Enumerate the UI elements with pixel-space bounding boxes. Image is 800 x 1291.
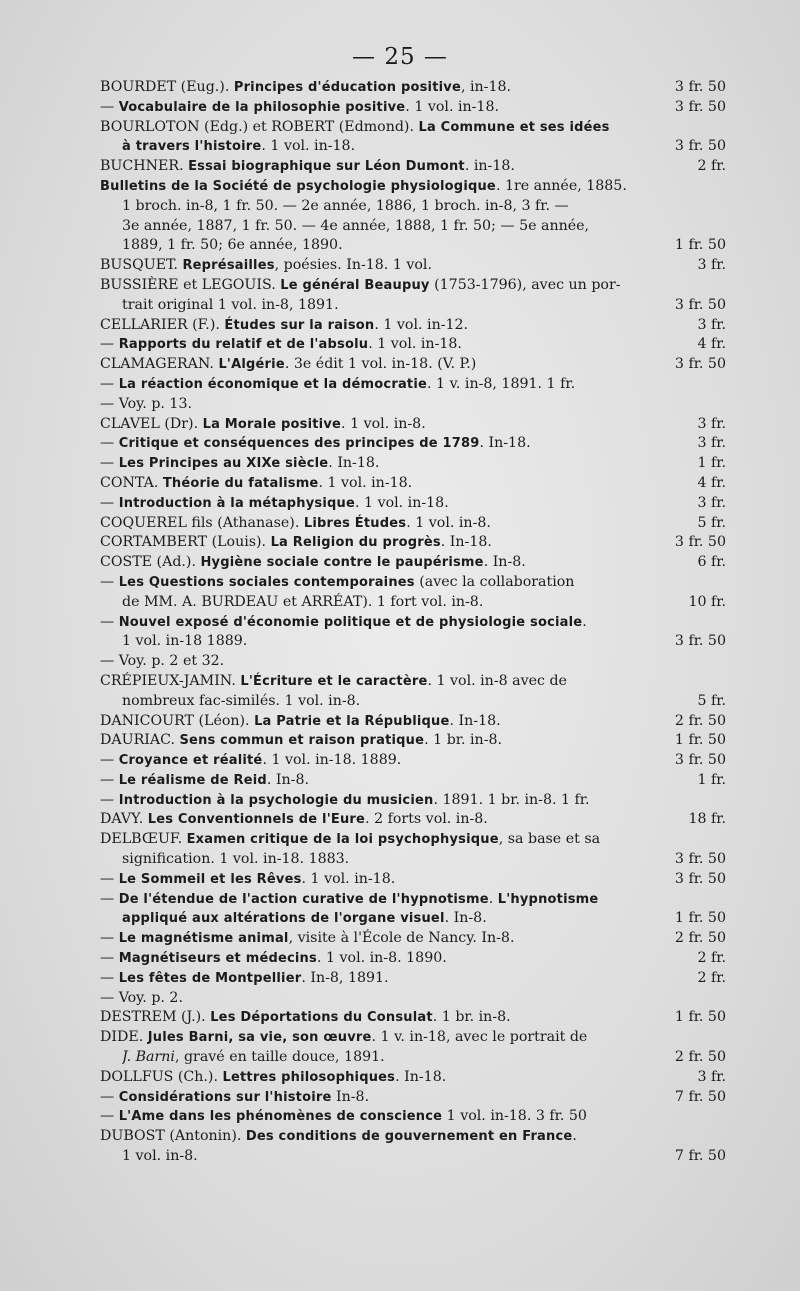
book-title: Le réalisme de Reid: [118, 772, 267, 788]
entry-text: [100, 434, 691, 454]
entry-price: 5 fr.: [697, 514, 726, 531]
catalog-line: [100, 692, 726, 712]
book-title: Des conditions de gouvernement en France: [245, 1129, 573, 1145]
book-title: Jules Barni, sa vie, son œuvre: [147, 1030, 372, 1046]
entry-price: 1 fr. 50: [674, 732, 726, 749]
catalog-line: [100, 474, 726, 494]
entry-fragment: —: [100, 771, 119, 788]
entry-text: [100, 553, 691, 573]
entry-fragment: trait original 1 vol. in-8, 1891.: [122, 296, 339, 313]
catalog-line: [100, 256, 726, 276]
entry-fragment: CLAVEL (Dr).: [100, 415, 203, 432]
entry-fragment: —: [100, 435, 119, 452]
entry-text: [100, 494, 691, 514]
entry-fragment: .: [582, 613, 587, 630]
catalog-line: [100, 434, 726, 454]
entry-price: 3 fr.: [697, 257, 726, 274]
book-title: L'hypnotisme: [497, 891, 599, 907]
entry-fragment: CLAMAGERAN.: [100, 356, 219, 373]
entry-fragment: DELBŒUF.: [100, 831, 187, 848]
catalog-line: [100, 296, 726, 316]
catalog-line: [100, 78, 726, 98]
entry-fragment: . In-8.: [483, 554, 526, 571]
entry-price: 3 fr. 50: [674, 79, 726, 95]
entry-text: [100, 949, 691, 969]
entry-fragment: DANICOURT (Léon).: [100, 712, 255, 729]
entry-text: [100, 890, 720, 910]
entry-fragment: 1 vol. in-18 1889.: [122, 633, 248, 650]
entry-fragment: . 1 vol. in-18.: [301, 870, 396, 887]
book-title: à travers l'histoire: [122, 139, 262, 155]
entry-price: 1 fr.: [697, 771, 726, 788]
entry-fragment: COSTE (Ad.).: [100, 554, 201, 571]
entry-fragment: . 1 vol. in-8 avec de: [427, 672, 567, 689]
catalog-line: [100, 890, 726, 910]
book-title: Le général Beaupuy: [280, 277, 430, 293]
entry-text: [122, 850, 669, 870]
catalog-line: [100, 1127, 726, 1147]
entry-fragment: BUSQUET.: [100, 257, 183, 274]
entry-price: 3 fr.: [697, 1068, 726, 1085]
catalog-line: [100, 1028, 726, 1048]
entry-text: [100, 731, 669, 751]
entry-fragment: de MM. A. BURDEAU et ARRÉAT). 1 fort vol. in-8.: [122, 593, 484, 610]
entry-text: [100, 157, 691, 177]
catalog-line: [100, 830, 726, 850]
entry-text: [122, 1147, 669, 1167]
entry-fragment: . in-18.: [464, 158, 515, 175]
entry-text: [122, 197, 720, 217]
entry-fragment: —: [100, 336, 119, 353]
book-title: Essai biographique sur Léon Dumont: [188, 159, 465, 175]
book-title: Études sur la raison: [224, 317, 375, 333]
entry-price: 1 fr. 50: [674, 1009, 726, 1026]
entry-price: 3 fr.: [697, 415, 726, 432]
entry-fragment: BUCHNER.: [100, 158, 189, 175]
entry-fragment: . 1 vol. in-8. 1890.: [316, 950, 447, 967]
book-title: La Commune et ses idées: [418, 119, 610, 135]
entry-price: 4 fr.: [697, 474, 726, 491]
entry-price: 3 fr. 50: [674, 356, 726, 373]
book-title: Sens commun et raison pratique: [179, 733, 425, 749]
entry-price: 6 fr.: [697, 554, 726, 571]
entry-text: [100, 1107, 720, 1127]
entry-text: [100, 98, 669, 118]
entry-fragment: —: [100, 613, 119, 630]
catalog-line: [100, 1048, 726, 1068]
book-title: Les Conventionnels de l'Eure: [147, 812, 366, 828]
entry-text: [100, 78, 669, 98]
entry-price: 5 fr.: [697, 692, 726, 709]
catalog-line: [100, 632, 726, 652]
entry-fragment: . In-18.: [328, 455, 380, 472]
entry-fragment: . 1 vol. in-18.: [261, 138, 356, 155]
entry-price: 1 fr. 50: [674, 237, 726, 254]
entry-text: [100, 810, 682, 830]
entry-fragment: . 1 vol. in-18.: [405, 98, 499, 115]
entry-fragment: . 1 vol. in-8.: [341, 415, 426, 432]
book-title: Principes d'éducation positive: [233, 80, 461, 95]
entry-price: 2 fr. 50: [674, 1049, 726, 1066]
entry-fragment: — Voy. p. 2 et 32.: [100, 653, 225, 670]
entry-price: 2 fr. 50: [674, 712, 726, 729]
entry-fragment: DESTREM (J.).: [100, 1009, 211, 1026]
entry-fragment: J. Barni: [122, 1049, 175, 1066]
entry-text: [122, 137, 669, 157]
catalog-line: [100, 316, 726, 336]
catalog-line: [100, 98, 726, 118]
entry-price: 3 fr.: [697, 494, 726, 511]
catalog-line: [100, 236, 726, 256]
entry-text: [100, 870, 669, 890]
catalog-line: [100, 118, 726, 138]
entry-fragment: —: [100, 494, 119, 511]
catalog-line: [100, 850, 726, 870]
entry-fragment: , poésies. In-18. 1 vol.: [274, 257, 432, 274]
entry-text: [100, 751, 669, 771]
entry-text: [122, 236, 669, 256]
entry-fragment: CELLARIER (F.).: [100, 316, 225, 333]
entry-price: 3 fr. 50: [674, 752, 726, 769]
entry-text: [100, 514, 691, 534]
entry-text: [100, 118, 720, 138]
book-title: Le Sommeil et les Rêves: [118, 871, 302, 887]
entry-text: [100, 672, 720, 692]
entry-fragment: BUSSIÈRE et LEGOUIS.: [100, 276, 281, 293]
entry-fragment: —: [100, 969, 119, 986]
entry-fragment: — Voy. p. 13.: [100, 395, 192, 412]
catalog-line: [100, 909, 726, 929]
entry-price: 2 fr.: [697, 158, 726, 175]
book-title: Nouvel exposé d'économie politique et de physiologie sociale: [118, 614, 583, 630]
catalog-line: [100, 514, 726, 534]
entry-fragment: 1889, 1 fr. 50; 6e année, 1890.: [122, 237, 343, 254]
catalog-line: [100, 454, 726, 474]
entry-text: [100, 1028, 720, 1048]
entry-fragment: nombreux fac-similés. 1 vol. in-8.: [122, 692, 361, 709]
catalog-line: [100, 949, 726, 969]
book-title: Introduction à la métaphysique: [118, 495, 356, 511]
entry-fragment: , visite à l'École de Nancy. In-8.: [288, 930, 515, 947]
entry-fragment: . 3e édit 1 vol. in-18. (V. P.): [284, 356, 477, 373]
entry-fragment: . 1re année, 1885.: [495, 177, 627, 194]
entry-text: [122, 632, 669, 652]
catalog-line: [100, 989, 726, 1009]
book-title: La Religion du progrès: [270, 535, 441, 551]
entry-price: 7 fr. 50: [674, 1088, 726, 1105]
catalog-line: [100, 355, 726, 375]
catalog-line: [100, 335, 726, 355]
book-title: Représailles: [182, 258, 275, 274]
entry-text: [100, 1088, 669, 1108]
entry-text: [100, 276, 720, 296]
entry-price: 3 fr. 50: [674, 534, 726, 551]
catalog-line: [100, 1088, 726, 1108]
entry-fragment: DAURIAC.: [100, 732, 180, 749]
catalog-line: [100, 1068, 726, 1088]
entry-fragment: —: [100, 791, 119, 808]
entry-price: 3 fr. 50: [674, 851, 726, 868]
catalog-line: [100, 672, 726, 692]
entry-text: [100, 791, 720, 811]
entry-fragment: —: [100, 752, 119, 769]
book-title: Examen critique de la loi psychophysique: [186, 832, 499, 848]
entry-fragment: —: [100, 455, 119, 472]
catalog-line: [100, 791, 726, 811]
entry-text: [100, 335, 691, 355]
entry-text: [100, 1008, 669, 1028]
entry-fragment: . 1 vol. in-18.: [368, 336, 462, 353]
entry-text: [122, 909, 669, 929]
entry-fragment: . In-18.: [449, 712, 501, 729]
entry-fragment: CORTAMBERT (Louis).: [100, 534, 271, 551]
book-title: La réaction économique et la démocratie: [118, 376, 428, 392]
book-title: La Morale positive: [202, 416, 342, 432]
book-title: L'Algérie: [218, 357, 285, 373]
entry-fragment: . In-8.: [266, 771, 309, 788]
book-title: appliqué aux altérations de l'organe visuel: [122, 911, 445, 927]
book-title: Les Principes au XIXe siècle: [118, 456, 329, 472]
entry-fragment: . 1891. 1 br. in-8. 1 fr.: [433, 791, 590, 808]
book-title: L'Ame dans les phénomènes de conscience: [118, 1109, 443, 1125]
entry-price: 18 fr.: [688, 811, 726, 828]
catalog-line: [100, 553, 726, 573]
entry-price: 3 fr. 50: [674, 633, 726, 650]
entry-fragment: DUBOST (Antonin).: [100, 1128, 246, 1145]
catalog-line: [100, 712, 726, 732]
entry-fragment: 1 vol. in-18. 3 fr. 50: [442, 1108, 587, 1125]
book-title: Rapports du relatif et de l'absolu: [118, 337, 369, 353]
entry-price: 1 fr. 50: [674, 910, 726, 927]
book-title: Bulletins de la Société de psychologie physiologique: [100, 178, 496, 194]
entry-text: [100, 771, 691, 791]
entry-price: 3 fr. 50: [674, 296, 726, 313]
entry-fragment: .: [488, 890, 498, 907]
entry-fragment: . 1 vol. in-18.: [355, 494, 449, 511]
entry-text: [122, 296, 669, 316]
book-title: De l'étendue de l'action curative de l'hypnotisme: [118, 891, 489, 907]
book-title: L'Écriture et le caractère: [240, 673, 428, 689]
catalog-line: [100, 1008, 726, 1028]
book-title: Critique et conséquences des principes de 1789: [118, 436, 480, 452]
entry-fragment: CRÉPIEUX-JAMIN.: [100, 672, 241, 689]
catalog-line: [100, 1107, 726, 1127]
entry-text: [100, 415, 691, 435]
entry-fragment: In-8.: [331, 1088, 370, 1105]
entry-text: [100, 969, 691, 989]
catalog-line: [100, 157, 726, 177]
entry-fragment: , gravé en taille douce, 1891.: [174, 1049, 385, 1066]
entry-fragment: —: [100, 1088, 119, 1105]
entry-fragment: . 2 forts vol. in-8.: [365, 811, 488, 828]
entry-fragment: BOURDET (Eug.).: [100, 79, 234, 95]
entry-text: [100, 830, 720, 850]
entry-fragment: . 1 br. in-8.: [424, 732, 503, 749]
entry-fragment: DAVY.: [100, 811, 148, 828]
entry-fragment: —: [100, 1108, 119, 1125]
entry-fragment: . 1 v. in-8, 1891. 1 fr.: [427, 375, 576, 392]
entry-fragment: . 1 vol. in-12.: [374, 316, 469, 333]
book-title: Libres Études: [303, 515, 407, 531]
entry-fragment: . In-18.: [479, 435, 531, 452]
book-title: Théorie du fatalisme: [162, 475, 319, 491]
entry-fragment: —: [100, 890, 119, 907]
book-title: Les Questions sociales contemporaines: [118, 574, 415, 590]
entry-fragment: signification. 1 vol. in-18. 1883.: [122, 851, 350, 868]
entry-text: [122, 593, 682, 613]
book-title: Hygiène sociale contre le paupérisme: [200, 555, 484, 571]
entry-text: [100, 1127, 720, 1147]
catalog-line: [100, 870, 726, 890]
entry-fragment: BOURLOTON (Edg.) et ROBERT (Edmond).: [100, 118, 419, 135]
entry-text: [100, 712, 669, 732]
entry-fragment: . In-18.: [440, 534, 492, 551]
catalog-line: [100, 969, 726, 989]
entry-fragment: DOLLFUS (Ch.).: [100, 1068, 223, 1085]
catalog-line: [100, 494, 726, 514]
entry-fragment: .: [572, 1128, 577, 1145]
entry-price: 3 fr. 50: [674, 870, 726, 887]
entry-text: [100, 177, 720, 197]
entry-fragment: . 1 vol. in-18.: [318, 474, 413, 491]
catalog-line: [100, 1147, 726, 1167]
entry-text: [100, 989, 720, 1009]
catalog-line: [100, 177, 726, 197]
entry-price: 2 fr.: [697, 969, 726, 986]
entry-text: [100, 316, 691, 336]
catalog-line: [100, 217, 726, 237]
book-title: Les fêtes de Montpellier: [118, 970, 302, 986]
catalog-line: [100, 375, 726, 395]
entry-text: [100, 929, 669, 949]
entry-fragment: . 1 br. in-8.: [432, 1009, 511, 1026]
entry-fragment: —: [100, 950, 119, 967]
entry-text: [100, 395, 720, 415]
entry-text: [100, 533, 669, 553]
entry-fragment: 1 vol. in-8.: [122, 1148, 198, 1165]
entry-fragment: —: [100, 930, 119, 947]
entry-fragment: COQUEREL fils (Athanase).: [100, 514, 304, 531]
entry-fragment: (1753-1796), avec un por-: [429, 276, 621, 293]
entry-text: [122, 217, 720, 237]
catalog-line: [100, 771, 726, 791]
book-title: Vocabulaire de la philosophie positive: [118, 99, 406, 115]
book-title: Considérations sur l'histoire: [118, 1089, 332, 1105]
entry-fragment: (avec la collaboration: [414, 573, 575, 590]
catalog-line: [100, 276, 726, 296]
entry-price: 10 fr.: [688, 593, 726, 610]
catalog-line: [100, 751, 726, 771]
catalog-line: [100, 929, 726, 949]
entry-text: [122, 1048, 669, 1068]
book-title: Magnétiseurs et médecins: [118, 951, 317, 967]
entry-price: 2 fr.: [697, 950, 726, 967]
catalog-line: [100, 593, 726, 613]
catalog-line: [100, 573, 726, 593]
book-title: Croyance et réalité: [118, 753, 263, 769]
entry-fragment: . 1 v. in-18, avec le portrait de: [371, 1029, 588, 1046]
entry-fragment: —: [100, 573, 119, 590]
entry-text: [100, 613, 720, 633]
entry-fragment: . In-8.: [444, 910, 487, 927]
entry-text: [100, 256, 691, 276]
catalog-line: [100, 731, 726, 751]
entry-price: 3 fr. 50: [674, 98, 726, 115]
entry-fragment: , sa base et sa: [498, 831, 601, 848]
entry-text: [100, 573, 720, 593]
entry-fragment: —: [100, 98, 119, 115]
page-number: — 25 —: [352, 44, 448, 70]
book-title: Le magnétisme animal: [118, 931, 289, 947]
entry-fragment: . In-18.: [395, 1068, 447, 1085]
catalog-line: [100, 533, 726, 553]
entry-fragment: . 1 vol. in-18. 1889.: [262, 752, 402, 769]
entry-price: 7 fr. 50: [674, 1148, 726, 1165]
entry-price: 1 fr.: [697, 455, 726, 472]
entry-text: [100, 474, 691, 494]
book-title: Lettres philosophiques: [222, 1069, 396, 1085]
entry-fragment: DIDE.: [100, 1029, 148, 1046]
entry-price: 3 fr. 50: [674, 138, 726, 155]
catalog-line: [100, 613, 726, 633]
entry-text: [100, 375, 720, 395]
entry-fragment: CONTA.: [100, 474, 163, 491]
entry-price: 3 fr.: [697, 435, 726, 452]
book-title: Introduction à la psychologie du musicien: [118, 792, 434, 808]
catalog-line: [100, 415, 726, 435]
entry-text: [122, 692, 691, 712]
entry-fragment: 1 broch. in-8, 1 fr. 50. — 2e année, 1886, 1 broch. in-8, 3 fr. —: [122, 197, 569, 214]
entry-fragment: . In-8, 1891.: [301, 969, 389, 986]
catalog-line: [100, 197, 726, 217]
entry-fragment: —: [100, 870, 119, 887]
entry-price: 2 fr. 50: [674, 930, 726, 947]
entry-fragment: , in-18.: [460, 79, 512, 95]
entry-text: [100, 454, 691, 474]
entry-text: [100, 355, 669, 375]
entry-price: 3 fr.: [697, 316, 726, 333]
entry-fragment: 3e année, 1887, 1 fr. 50. — 4e année, 1888, 1 fr. 50; — 5e année,: [122, 217, 590, 234]
entry-fragment: . 1 vol. in-8.: [406, 514, 491, 531]
book-title: La Patrie et la République: [254, 713, 450, 729]
entry-text: [100, 652, 720, 672]
catalog-line: [100, 137, 726, 157]
catalog-line: [100, 395, 726, 415]
catalog-entries: [100, 78, 726, 1167]
entry-text: [100, 1068, 691, 1088]
entry-price: 4 fr.: [697, 336, 726, 353]
entry-fragment: — Voy. p. 2.: [100, 989, 183, 1006]
book-title: Les Déportations du Consulat: [210, 1010, 433, 1026]
entry-fragment: —: [100, 375, 119, 392]
catalog-line: [100, 652, 726, 672]
catalog-line: [100, 810, 726, 830]
